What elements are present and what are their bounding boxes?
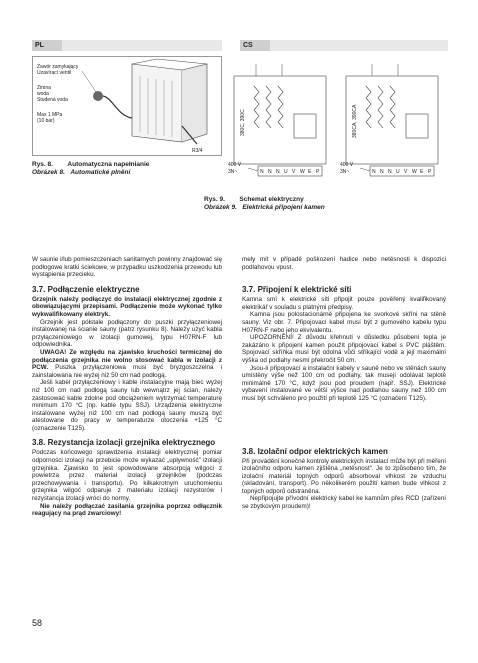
fig8-label-valve-pl: Zawór zamykający xyxy=(37,64,79,70)
fig9-voltage-b: 400 V xyxy=(340,162,354,168)
fig8-cap-pl: Automatyczna napełnianie xyxy=(67,161,150,168)
svg-text:E: E xyxy=(308,169,312,175)
cs-electrical-connection: Kamna jsou polostacionárně připojena ke svorkové skříni na stěně sauny. Viz obr. 7. Připojovací kabel musí být z gumového kabelu typu H07RN-F nebo jeho ekvivalentu. xyxy=(242,311,446,334)
svg-text:U: U xyxy=(396,169,400,175)
fig8-label-pressure: Max 1 MPa xyxy=(37,112,63,118)
column-cs xyxy=(242,256,446,511)
fig9-cap-pl: Schemat elektryczny xyxy=(239,196,304,203)
fig8-cap-cs-num: Obrázek 8. xyxy=(32,169,65,176)
pl-electrical-connection: Grzejnik jest półstale podłączony do puszki przyłączeniowej instalowanej na ścianie sauny (patrz rysunku 8). Należy użyć kabla przyłączeniowego w izolacji gumowej, typu H07RN-F lub odpowiednika. xyxy=(32,318,222,349)
column-pl xyxy=(32,256,222,518)
pl-rcd-warning: Nie należy podłączać zasilania grzejnika poprzez odłącznik reagujący na prąd zwarciowy! xyxy=(32,502,222,518)
svg-text:E: E xyxy=(420,169,424,175)
fig8-cap-cs: Automatické plnění xyxy=(70,169,131,176)
svg-text:N: N xyxy=(276,169,280,175)
fig8-label-cold-pl-1: Zimna xyxy=(37,85,51,91)
fig9-cap-cs-num: Obrázek 9. xyxy=(204,204,237,211)
fig9-cap-cs: Elektrická připojení kamen xyxy=(242,204,325,211)
figure-8-auto-fill-diagram xyxy=(32,56,222,156)
cs-insulation-text: Při provádění konečné kontroly elektrických instalací může být při měření izolačního odporu kamen zjištěna „netěsnost“. Je to způsobeno tím, že izolační materiál topných odporů absorboval vlhkost ze vzduchu (skladování, transport). Po několikerém použití kamen bude vlhkost z topných odporů odstraněna. xyxy=(242,457,446,495)
lang-tab-cs: CS xyxy=(240,40,270,51)
pl-heading-insulation: 3.8. Rezystancja izolacji grzejnika elektrycznego xyxy=(32,438,216,448)
cs-rcd-warning: Nepřipojujte přívodní elektrický kabel ke kamnům přes RCD (zařízení se zbytkovým proudem)! xyxy=(242,495,446,511)
fig9-voltage-a: 400 V xyxy=(228,162,242,168)
pl-intro: W saunie i/lub pomieszczeniach sanitarnych powinny znajdować się podłogowe kratki ściekowe, w przypadku uszkodzenia przewodu lub wystąpienia przecieku. xyxy=(32,256,222,279)
svg-text:W: W xyxy=(300,169,305,175)
cs-cable-temperature: Jsou-li připojovací a instalační kabely v sauně nebo ve stěnách sauny umístěny výše než 100 cm od podlahy, tak musejí odolávat teplotě minimálně 170 °C, když jsou pod proudem (např. SSJ). Elektrické vybavení instalované ve větší výšce nad podlahou sauny než 100 cm musí být schváleno pro použití při teplotě 125 °C (označení T125). xyxy=(242,364,446,402)
page-number: 58 xyxy=(32,618,43,628)
pl-pvc-warning: UWAGA! Ze względu na zjawisko kruchości termicznej do podłączenia grzejnika nie wolno stosować kabla w izolacji z PCW. xyxy=(32,348,222,372)
cs-intro: mely mít v případě poškození hadice nebo netěsnosti k dispozici podlahovou vpust. xyxy=(242,256,446,271)
svg-text:V: V xyxy=(292,169,296,175)
fig9-terminals-a xyxy=(258,166,322,176)
svg-text:N: N xyxy=(380,169,384,175)
svg-text:U: U xyxy=(284,169,288,175)
pl-heading-electrical: 3.7. Podłączenie elektryczne xyxy=(32,284,140,294)
svg-text:P: P xyxy=(316,169,320,175)
pl-insulation-text: Podczas końcowego sprawdzenia instalacji elektrycznej pomiar odporności izolacji na przebicie może wykazać „upływność” izolacji grzejnika. Zjawisko to jest spowodowane absorpcją wilgoci z powietrza przez materiał izolacji grzejników (podczas przechowywania i transportu). Po kilkakrotnym uruchomieniu grzejnika wilgoć odparuje z materiału izolacji rezystorów i rezystancja izolacji wróci do normy. xyxy=(32,449,222,503)
cs-heading-insulation: 3.8. Izolační odpor elektrických kamen xyxy=(242,446,388,456)
fig9-phase-b: 3N~ xyxy=(340,169,350,175)
header-bar-pl xyxy=(62,40,222,51)
pl-electrical-warning: Grzejnik należy podłączyć do instalacji elektrycznej zgodnie z obowiązującymi przepisami. Podłączenie może wykonać tylko wykwalifikowany elektryk. xyxy=(32,295,222,318)
figure-8-caption xyxy=(32,161,222,177)
fig8-cap-pl-num: Rys. 8. xyxy=(32,161,53,168)
fig8-label-cold-cs: Studená voda xyxy=(37,97,68,103)
cs-heading-electrical: 3.7. Připojení k elektrické síti xyxy=(242,285,352,295)
lang-tab-pl: PL xyxy=(32,40,62,51)
svg-text:P: P xyxy=(428,169,432,175)
cs-electrical-intro: Kamna smí k elektrické síti připojit pouze pověřený kvalifikovaný elektrikář v souladu s platnými předpisy. xyxy=(242,296,446,311)
fig9-model-a: 380C, 390C xyxy=(240,109,246,136)
fig8-label-thread: R3/4 xyxy=(192,148,203,154)
fig8-label-cold-pl-2: woda xyxy=(37,91,49,97)
pl-cable-temperature: Jeśli kabel przyłączeniowy i kable instalacyjne mają biec wyżej niż 100 cm nad podłogą sauny lub wewnątrz jej ścian, należy zastosować kable zdolne pod obciążeniem wytrzymać temperaturę minimum 170 °C (np. kable typu SSJ). Urządzenia elektryczne instalowane wyżej niż 100 cm nad podłogą sauny muszą być atestowane do pracy w temperaturze otoczenia +125 °C (oznaczenie T125). xyxy=(32,379,222,432)
svg-text:N: N xyxy=(260,169,264,175)
svg-text:N: N xyxy=(388,169,392,175)
svg-text:V: V xyxy=(404,169,408,175)
fig9-phase-a: 3N~ xyxy=(228,169,238,175)
fig9-cap-pl-num: Rys. 9. xyxy=(204,196,225,203)
cs-pvc-warning: UPOZORNĚNÍ! Z důvodu křehnutí v důsledku působení tepla je zakázáno k připojení kamen použít připojovací kabel s PVC pláštěm. Spojovací skříňka musí být odolná vůči stříkající vodě a její maximální výška od podlahy nesmí překročit 50 cm. xyxy=(242,334,446,364)
header-bar-cs xyxy=(270,40,448,51)
fig9-terminals-b xyxy=(370,166,434,176)
fig9-model-b: 380CA, 390CA xyxy=(352,104,358,138)
svg-text:N: N xyxy=(268,169,272,175)
svg-text:W: W xyxy=(412,169,417,175)
pl-junction-box: Puszka przyłączeniowa musi być bryzgoszczelna i zainstalowana nie wyżej niż 50 cm nad podłogą. xyxy=(32,364,222,379)
fig8-label-pressure-bar: (10 bar) xyxy=(37,118,55,124)
fig8-label-valve-cs: Uzavírací ventil xyxy=(37,70,72,76)
figure-9-caption xyxy=(204,196,444,212)
figure-9-wiring-diagram xyxy=(222,56,446,194)
svg-text:N: N xyxy=(372,169,376,175)
